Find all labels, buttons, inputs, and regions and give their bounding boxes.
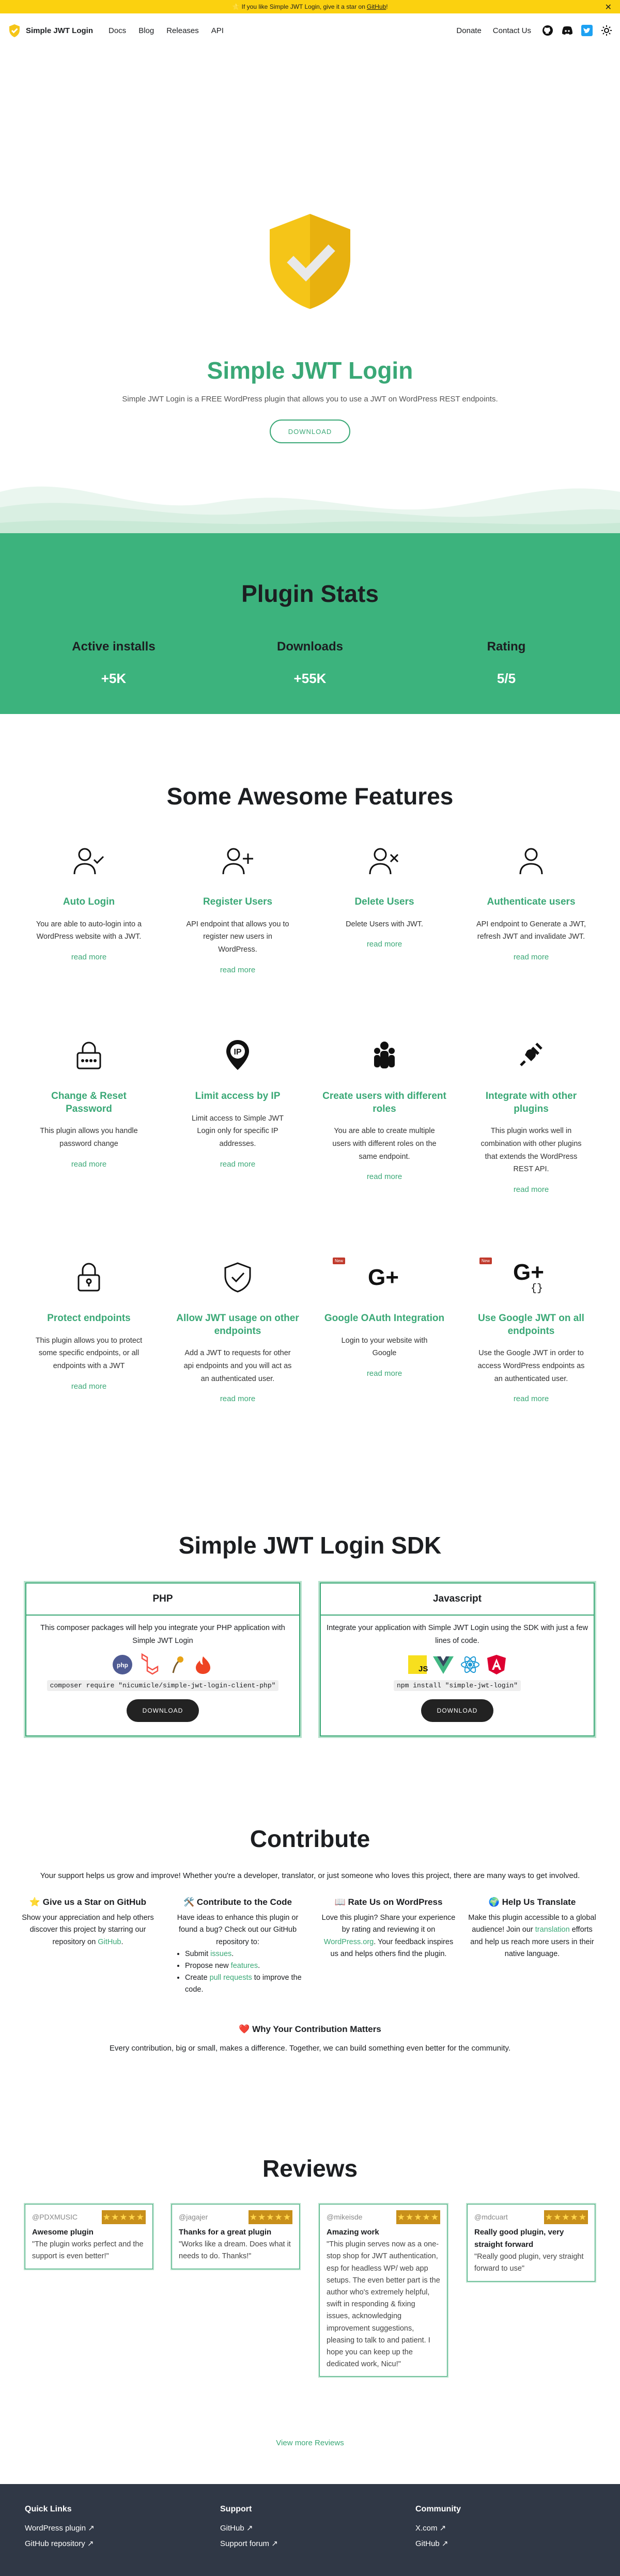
issues-link[interactable]: issues <box>210 1949 232 1958</box>
feature-title: Google OAuth Integration <box>324 1313 445 1324</box>
read-more-link[interactable]: read more <box>220 1159 256 1169</box>
footer-link[interactable]: X.com ↗ <box>415 2524 446 2533</box>
contribute-title: Contribute <box>250 1825 370 1852</box>
list-item-text-end: to improve the code. <box>185 1974 302 1994</box>
why-contribution-text: Every contribution, big or small, makes a difference. Together, we can build something even better for the community. <box>109 2044 511 2053</box>
feature-title: Use Google JWT on all endpoints <box>478 1313 584 1337</box>
contribute-rate-column <box>321 1895 456 1960</box>
feature-title: Register Users <box>203 896 273 907</box>
list-item-text: Submit <box>185 1949 211 1958</box>
user-icon <box>469 845 593 876</box>
contribute-column-title: 🛠️ Contribute to the Code <box>183 1897 292 1907</box>
footer-link[interactable]: Support forum ↗ <box>220 2539 278 2548</box>
list-item-text-end: . <box>258 1961 260 1970</box>
sdk-card-title: Javascript <box>320 1582 595 1616</box>
brand-link[interactable] <box>7 23 93 38</box>
nav-releases[interactable]: Releases <box>166 26 199 35</box>
sdk-card-text: Integrate your application with Simple JWT Login using the SDK with just a few lines of code. <box>327 1624 588 1645</box>
read-more-link[interactable]: read more <box>366 940 402 949</box>
contribute-column-text: Show your appreciation and help others discover this project by starring our repository on <box>22 1914 154 1946</box>
codeigniter-logo-icon <box>193 1654 213 1675</box>
symfony-logo-icon <box>166 1654 187 1675</box>
contribute-intro: Your support helps us grow and improve! Whether you're a developer, translator, or just someone who loves this project, there are many ways to get involved. <box>40 1871 580 1880</box>
wordpress-link[interactable]: WordPress.org <box>323 1937 374 1946</box>
footer-column-title: Community <box>415 2505 461 2513</box>
review-user: @mdcuart <box>474 2213 508 2222</box>
sdk-card-title: PHP <box>25 1582 300 1616</box>
feature-card <box>469 1259 593 1404</box>
review-title: Really good plugin, very straight forward <box>474 2228 564 2249</box>
footer-community <box>415 2505 461 2554</box>
contribute-translate-column <box>465 1895 599 1960</box>
rating-stars-icon: ★★★★★ <box>396 2210 440 2224</box>
sdk-card-javascript <box>318 1581 596 1738</box>
svg-text:IP: IP <box>234 1048 242 1057</box>
hero-subtitle: Simple JWT Login is a FREE WordPress plugin that allows you to use a JWT on WordPress REST endpoints. <box>122 395 498 404</box>
discord-icon[interactable] <box>561 24 574 37</box>
php-logo-icon <box>112 1654 133 1675</box>
user-plus-icon <box>176 845 300 876</box>
footer-column-title: Support <box>220 2505 252 2513</box>
hero-wave-decoration <box>0 471 620 533</box>
contribute-list <box>185 1948 305 1996</box>
nav-blog[interactable]: Blog <box>138 26 154 35</box>
read-more-link[interactable]: read more <box>366 1369 402 1378</box>
contribute-column-title: 📖 Rate Us on WordPress <box>334 1897 443 1907</box>
review-card <box>24 2203 154 2270</box>
contribute-column-text: Have ideas to enhance this plugin or found a bug? Check out our GitHub repository to: <box>177 1914 299 1946</box>
feature-text: API endpoint to Generate a JWT, refresh JWT and invalidate JWT. <box>476 920 586 941</box>
footer-link[interactable]: GitHub ↗ <box>220 2524 253 2533</box>
feature-title: Protect endpoints <box>47 1313 131 1324</box>
feature-text: This plugin allows you to protect some specific endpoints, or all endpoints with a JWT <box>35 1336 143 1370</box>
stats-title: Plugin Stats <box>241 580 379 607</box>
svg-text:G+: G+ <box>513 1260 544 1285</box>
svg-text:{}: {} <box>531 1283 544 1295</box>
footer-support <box>220 2505 278 2554</box>
review-text: "Works like a dream. Does what it needs to do. Thanks!" <box>179 2240 291 2261</box>
footer <box>0 2484 620 2576</box>
contribute-column-text-end: . <box>121 1937 123 1946</box>
why-contribution-title: ❤️ Why Your Contribution Matters <box>239 2024 381 2034</box>
rating-stars-icon: ★★★★★ <box>544 2210 588 2224</box>
review-title: Thanks for a great plugin <box>179 2228 272 2237</box>
feature-text: Add a JWT to requests for other api endpoints and you will act as an authenticated user. <box>183 1349 292 1383</box>
feature-title: Change & Reset Password <box>51 1091 127 1114</box>
feature-card <box>176 1262 300 1403</box>
rating-stars-icon: ★★★★★ <box>249 2210 292 2224</box>
read-more-link[interactable]: read more <box>71 1159 107 1169</box>
feature-text: You are able to create multiple users with different roles on the same endpoint. <box>332 1127 437 1161</box>
contribute-code-column <box>171 1895 305 1996</box>
features-title: Some Awesome Features <box>166 783 454 810</box>
new-badge: New <box>479 1258 492 1264</box>
feature-card <box>27 845 151 961</box>
announcement-link[interactable]: GitHub <box>366 3 386 10</box>
stat-label: Downloads <box>276 640 343 654</box>
users-roles-icon <box>322 1039 446 1070</box>
feature-title: Create users with different roles <box>322 1091 446 1114</box>
feature-text: Delete Users with JWT. <box>346 920 423 928</box>
read-more-link[interactable]: read more <box>71 1382 107 1391</box>
feature-card <box>469 1039 593 1194</box>
svg-text:php: php <box>117 1662 128 1669</box>
user-check-icon <box>27 845 151 876</box>
announcement-text: ⭐️ If you like Simple JWT Login, give it a star on <box>232 3 365 10</box>
list-item <box>185 1972 305 1996</box>
stat-rating <box>429 640 584 687</box>
ip-pin-icon <box>176 1039 300 1070</box>
translation-link[interactable]: translation <box>535 1926 570 1934</box>
stat-active-installs <box>36 640 191 687</box>
read-more-link[interactable]: read more <box>220 1394 256 1404</box>
features-link[interactable]: features <box>230 1961 258 1970</box>
sdk-card-php <box>24 1581 302 1738</box>
new-badge: New <box>333 1258 345 1264</box>
review-user: @mikeisde <box>327 2213 363 2222</box>
hero-download-button[interactable]: DOWNLOAD <box>270 420 350 443</box>
feature-card <box>322 845 446 949</box>
feature-title: Limit access by IP <box>195 1091 281 1101</box>
sdk-logos <box>320 1654 595 1675</box>
navbar <box>0 13 620 48</box>
contribute-column-text: Make this plugin accessible to a global audience! Join our <box>468 1914 596 1934</box>
svg-text:G+: G+ <box>368 1265 399 1290</box>
user-x-icon <box>322 845 446 876</box>
close-icon[interactable]: ✕ <box>605 3 612 12</box>
pull-requests-link[interactable]: pull requests <box>209 1974 252 1982</box>
footer-link[interactable]: WordPress plugin ↗ <box>25 2524 95 2533</box>
contribute-column-title: 🌍 Help Us Translate <box>488 1897 576 1907</box>
read-more-link[interactable]: read more <box>513 1394 549 1404</box>
feature-card <box>27 1039 151 1169</box>
plug-icon <box>469 1039 593 1070</box>
stat-value: +55K <box>293 671 327 686</box>
review-user: @PDXMUSIC <box>32 2213 78 2222</box>
read-more-link[interactable]: read more <box>513 952 549 961</box>
feature-card <box>176 1039 300 1169</box>
stat-label: Rating <box>487 640 526 654</box>
sdk-download-button[interactable]: DOWNLOAD <box>127 1699 199 1722</box>
list-item-text: Propose new <box>185 1961 231 1970</box>
review-text: "This plugin serves now as a one-stop shop for JWT authentication, esp for headless WP/ web app setups. The even better part is the author who's extremely helpful, swift in responding & fixing issues, acknowledging improvement suggestions, pleasing to talk to and patient. I hope you can keep up the dedicated work, Nicu!" <box>327 2240 440 2369</box>
shield-check-logo-icon <box>267 212 353 310</box>
stat-downloads <box>233 640 388 687</box>
feature-text: Use the Google JWT in order to access WordPress endpoints as an authenticated user. <box>477 1349 585 1383</box>
review-title: Amazing work <box>327 2228 379 2237</box>
stat-label: Active installs <box>72 640 156 654</box>
google-plus-icon <box>322 1259 446 1293</box>
contribute-column-text-end: . Your feedback inspires us and helps others find the plugin. <box>330 1937 454 1958</box>
stats-section <box>0 533 620 714</box>
review-title: Awesome plugin <box>32 2228 94 2237</box>
stat-value: 5/5 <box>497 671 516 686</box>
sdk-card-text: This composer packages will help you integrate your PHP application with Simple JWT Login <box>40 1624 285 1645</box>
nav-contact[interactable]: Contact Us <box>492 26 531 35</box>
feature-card <box>322 1039 446 1181</box>
contribute-star-column <box>21 1895 155 1948</box>
list-item <box>185 1948 305 1960</box>
read-more-link[interactable]: read more <box>366 1172 402 1182</box>
list-item <box>185 1960 305 1972</box>
github-link[interactable]: GitHub <box>98 1937 121 1946</box>
feature-card <box>27 1262 151 1391</box>
twitter-icon[interactable] <box>581 24 593 37</box>
sdk-download-button[interactable]: DOWNLOAD <box>421 1699 493 1722</box>
contribute-column-text-end: efforts and help us reach more users in their native language. <box>470 1926 594 1958</box>
review-card <box>318 2203 448 2378</box>
announcement-suffix: ! <box>386 3 388 10</box>
feature-card <box>469 845 593 961</box>
brand-name: Simple JWT Login <box>26 26 93 35</box>
review-user: @jagajer <box>179 2213 208 2222</box>
sdk-install-command: npm install "simple-jwt-login" <box>394 1680 521 1691</box>
svg-text:JS: JS <box>419 1665 428 1674</box>
read-more-link[interactable]: read more <box>220 965 256 974</box>
feature-title: Auto Login <box>63 896 115 907</box>
github-icon[interactable] <box>541 24 554 37</box>
contribute-column-title: ⭐ Give us a Star on GitHub <box>29 1897 147 1907</box>
nav-docs[interactable]: Docs <box>109 26 127 35</box>
review-text: "Really good plugin, very straight forward to use" <box>474 2253 584 2273</box>
review-card <box>171 2203 301 2270</box>
stat-value: +5K <box>101 671 127 686</box>
review-card <box>466 2203 596 2283</box>
contribute-column-text: Love this plugin? Share your experience by rating and reviewing it on <box>321 1914 456 1934</box>
react-logo-icon <box>460 1654 481 1675</box>
hero-section <box>0 48 620 533</box>
padlock-icon <box>27 1262 151 1293</box>
feature-title: Allow JWT usage on other endpoints <box>176 1313 299 1337</box>
sdk-install-command: composer require "nicumicle/simple-jwt-login-client-php" <box>47 1680 279 1691</box>
feature-text: This plugin works well in combination with other plugins that extends the WordPress REST API. <box>481 1127 582 1174</box>
footer-link[interactable]: GitHub repository ↗ <box>25 2539 94 2548</box>
feature-text: Login to your website with Google <box>341 1336 428 1358</box>
footer-link[interactable]: GitHub ↗ <box>415 2539 448 2548</box>
feature-text: You are able to auto-login into a WordPress website with a JWT. <box>36 920 142 941</box>
angular-logo-icon <box>487 1654 506 1675</box>
laravel-logo-icon <box>139 1654 160 1675</box>
feature-text: API endpoint that allows you to register new users in WordPress. <box>186 920 289 954</box>
feature-title: Integrate with other plugins <box>485 1091 577 1114</box>
footer-quick-links <box>25 2505 95 2554</box>
google-code-icon <box>469 1259 593 1295</box>
logo-icon <box>7 23 22 38</box>
feature-title: Authenticate users <box>487 896 576 907</box>
theme-toggle-icon[interactable] <box>600 24 613 37</box>
vue-logo-icon <box>433 1655 454 1674</box>
announcement-bar <box>0 0 620 13</box>
sdk-logos <box>25 1654 300 1675</box>
feature-card <box>176 845 300 974</box>
sdk-title: Simple JWT Login SDK <box>178 1532 442 1559</box>
nav-donate[interactable]: Donate <box>456 26 482 35</box>
review-text: "The plugin works perfect and the support is even better!" <box>32 2240 144 2261</box>
list-item-text: Create <box>185 1974 210 1982</box>
feature-text: This plugin allows you handle password change <box>40 1127 138 1149</box>
read-more-link[interactable]: read more <box>71 952 107 961</box>
view-more-reviews-link[interactable]: View more Reviews <box>276 2439 344 2447</box>
feature-title: Delete Users <box>354 896 414 907</box>
lock-reset-icon <box>27 1039 151 1070</box>
footer-column-title: Quick Links <box>25 2505 72 2513</box>
feature-text: Limit access to Simple JWT Login only for specific IP addresses. <box>191 1114 284 1148</box>
feature-card <box>322 1259 446 1378</box>
reviews-title: Reviews <box>262 2155 358 2182</box>
list-item-text-end: . <box>231 1949 234 1958</box>
read-more-link[interactable]: read more <box>513 1185 549 1194</box>
nav-api[interactable]: API <box>211 26 224 35</box>
shield-check-icon <box>176 1262 300 1293</box>
js-logo-icon <box>408 1655 427 1674</box>
rating-stars-icon: ★★★★★ <box>102 2210 146 2224</box>
hero-title: Simple JWT Login <box>207 357 413 384</box>
